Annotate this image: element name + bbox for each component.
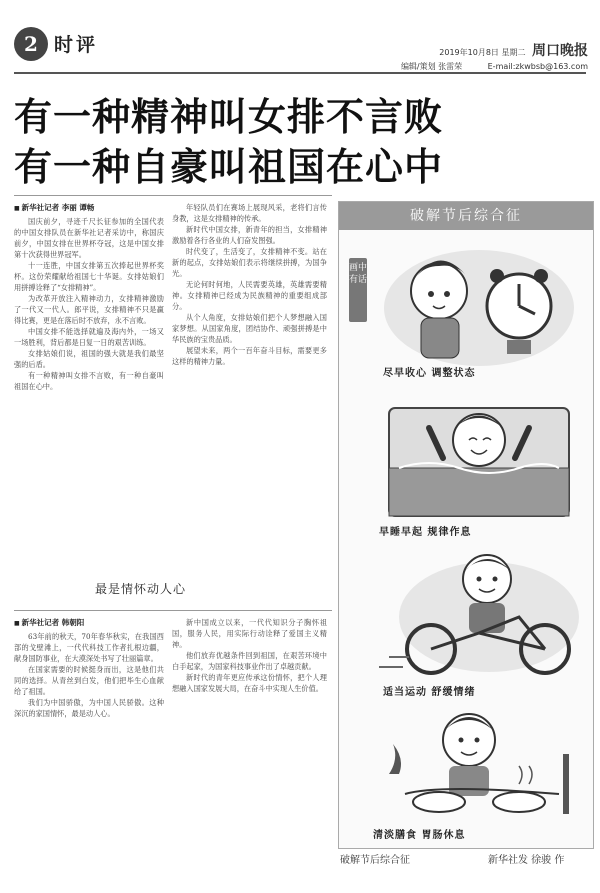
paragraph: 63年前的秋天，70年春华秋实，在我国西部的戈壁滩上，一代代科技工作者扎根边疆，献身国防事业，在大漠深处书写了壮丽篇章。 (14, 632, 164, 663)
cartoon-panel-2 (369, 388, 589, 538)
paragraph: 他们放弃优越条件回到祖国，在艰苦环境中白手起家，为国家科技事业作出了卓越贡献。 (172, 651, 327, 671)
paragraph: 国庆前夕，寻迹千尺长征参加的全国代表的中国女排队员在新华社记者采访中，称国庆前夕，中国女排在世界杯夺冠，这是中国女排第十次获得世界冠军。 (14, 217, 164, 259)
brand-logo: 周口晚报 (532, 43, 588, 59)
article1-col1 (14, 216, 164, 564)
feature-tag: 画中有话 (349, 258, 367, 322)
paragraph: 女排姑娘们说，祖国的强大就是我们最坚强的后盾。 (14, 349, 164, 369)
article1-byline: ■ 新华社记者 李丽 谭畅 (14, 202, 94, 213)
paragraph: 十一连胜，中国女排第五次捧起世界杯奖杯。这份荣耀献给祖国七十华诞。女排姑娘们用拼搏诠释了“女排精神”。 (14, 261, 164, 292)
woman-in-bed-illustration (369, 388, 589, 523)
cartoon-panel-3 (369, 547, 589, 697)
headline-line-2: 有一种自豪叫祖国在心中 (14, 144, 444, 189)
paragraph: 中国女排不能选择就遍及海内外，一场又一场胜利，背后都是日复一日的艰苦训练。 (14, 327, 164, 347)
paragraph: 展望未来，两个一百年奋斗目标，需要更多这样的精神力量。 (172, 346, 327, 366)
paragraph: 无论何时何地，人民需要英雄，英雄需要精神。女排精神已经成为民族精神的重要组成部分。 (172, 280, 327, 311)
page-number: 2 (14, 27, 48, 61)
paragraph: 新时代中国女排，新青年的担当，女排精神激励着各行各业的人们奋发图强。 (172, 225, 327, 245)
cartoon-panel-4 (369, 704, 589, 844)
article2-byline: ■ 新华社记者 韩朝阳 (14, 617, 84, 628)
article1-col2 (172, 202, 327, 564)
article2-col1 (14, 631, 164, 876)
masthead (0, 0, 600, 80)
paragraph: 从个人角度，女排姑娘们把个人梦想融入国家梦想。从国家角度，团结协作、顽强拼搏是中华民族的宝贵品质。 (172, 313, 327, 344)
footer-title: 破解节后综合征 (340, 855, 410, 866)
article2-title: 最是情怀动人心 (95, 582, 187, 596)
bicycle-illustration (369, 547, 589, 682)
paragraph: 年轻队员们在赛场上展现风采，老将们言传身教，这是女排精神的传承。 (172, 203, 327, 223)
footer-credit: 新华社发 徐骏 作 (488, 855, 565, 866)
woman-with-clock-illustration (369, 236, 589, 381)
caption-1: 尽早收心 调整状态 (383, 368, 476, 379)
eating-illustration (369, 704, 589, 829)
cartoon-panel-1 (369, 236, 589, 381)
paragraph: 为改革开放注入精神动力，女排精神激励了一代又一代人。郎平说，女排精神不只是赢得比赛，更是在落后时不放弃，永不言败。 (14, 294, 164, 325)
paragraph: 在国家需要的时候挺身而出，这是他们共同的选择。从青丝到白发，他们把毕生心血献给了祖国。 (14, 665, 164, 696)
masthead-info (401, 44, 588, 74)
paragraph: 有一种精神叫女排不言败，有一种自豪叫祖国在心中。 (14, 371, 164, 391)
article2-rule (14, 610, 332, 611)
headline (14, 92, 594, 192)
caption-4: 清淡膳食 胃肠休息 (373, 830, 466, 841)
paragraph: 我们为中国骄傲，为中国人民骄傲。这种深沉的家国情怀，最是动人心。 (14, 698, 164, 718)
email: E-mail:zkwbsb@163.com (487, 62, 588, 71)
article2-col2 (172, 617, 327, 876)
feature-banner: 破解节后综合征 (339, 202, 593, 230)
masthead-rule (14, 72, 586, 74)
caption-3: 适当运动 舒缓情绪 (383, 687, 476, 698)
paragraph: 时代变了，生活变了，女排精神不变。站在新的起点，女排姑娘们表示将继续拼搏，为国争光。 (172, 247, 327, 278)
headline-rule (14, 195, 332, 196)
caption-2: 早睡早起 规律作息 (379, 527, 472, 538)
date-line (401, 44, 588, 60)
editor-line: 编辑/策划 张雷荣 (400, 62, 463, 71)
paragraph: 新时代的青年更应传承这份情怀，把个人理想融入国家发展大局，在奋斗中实现人生价值。 (172, 673, 327, 693)
headline-line-1: 有一种精神叫女排不言败 (14, 94, 444, 139)
date: 2019年10月8日 星期二 (439, 48, 526, 57)
section-name: 时评 (54, 34, 99, 56)
paragraph: 新中国成立以来，一代代知识分子胸怀祖国，服务人民，用实际行动诠释了爱国主义精神。 (172, 618, 327, 649)
cartoon-feature (338, 201, 594, 849)
